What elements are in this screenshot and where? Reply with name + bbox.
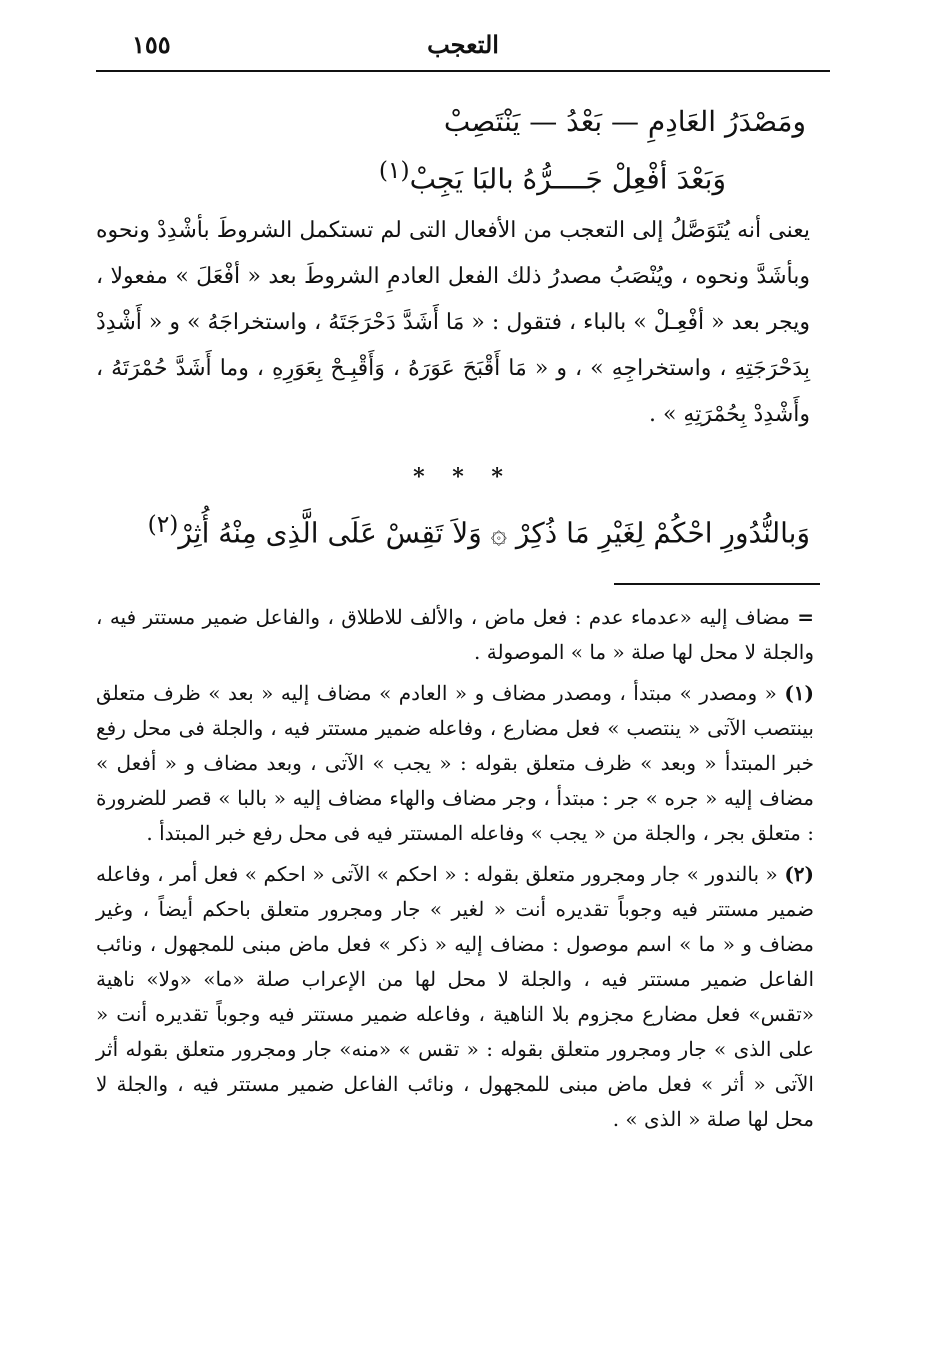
commentary-text: يعنى أنه يُتَوَصَّلُ إلى التعجب من الأفعال التى لم تستكمل الشروطَ بأشْدِدْ ونحوه وبأشَدَّ ونحوه ، ويُنْصَبُ مصدرُ ذلك الفعل العادمِ الشروطَ بعد « أفْعَلَ » مفعولا ، ويجر بعد « أفْعِـلْ » بالباء ، فتقول : « مَا أَشَدَّ دَحْرَجَتَهُ ، واستخراجَهُ » و « أَشْدِدْ بِدَحْرَجَتِهِ ، واستخراجِهِ » ، و « مَا أَقْبَحَ عَوَرَهُ ، وَأَقْبِـحْ بِعَوَرِهِ ، وما أَشَدَّ حُمْرَتَهُ ، وأَشْدِدْ بِحُمْرَتِهِ » . <box>96 218 810 427</box>
footnote-rule <box>614 583 820 585</box>
verse-line-1a: ومَصْدَرُ العَادِمِ — بَعْدُ — يَنْتَصِبْ <box>443 105 806 138</box>
footnote-2 <box>96 857 814 1137</box>
verse-line-2 <box>96 500 810 557</box>
footnote-mark: = <box>797 605 814 629</box>
page-number: ١٥٥ <box>132 30 171 59</box>
footnote-ref-2: (٢) <box>147 510 179 538</box>
footnotes <box>96 600 814 1143</box>
verse-line-2-text: وَبالنُّدُورِ احْكُمْ لِغَيْرِ مَا ذُكِرْ ۞ وَلاَ تَقِسْ عَلَى الَّذِى مِنْهُ أُثِرْ <box>178 516 810 550</box>
section-separator: * * * <box>413 464 513 490</box>
footnote-mark: (١) <box>784 681 815 705</box>
running-title: التعجب <box>427 30 499 59</box>
footnote-text: « بالندور » جار ومجرور متعلق بقوله : « احكم » الآتى « احكم » فعل أمر ، وفاعله ضمير مستتر فيه وجوباً تقديره أنت « لغير » جار ومجرور متعلق باحكم أيضاً ، وغير مضاف و « ما » اسم موصول : مضاف إليه « ذكر » فعل ماض مبنى للمجهول ، ونائب الفاعل ضمير مستتر فيه ، والجلة لا محل لها من الإعراب صلة «ما» «ولا» ناهية «تقس» فعل مضارع مجزوم بلا الناهية ، وفاعله ضمير مستتر فيه وجوباً تقديره أنت « على الذى » جار ومجرور متعلق بقوله : « تقس » «منه» جار ومجرور متعلق بقوله أثر الآتى « أثر » فعل ماض مبنى للمجهول ، ونائب الفاعل ضمير مستتر فيه ، والجلة لا محل لها صلة « الذى » . <box>96 862 814 1131</box>
footnote-text: « ومصدر » مبتدأ ، ومصدر مضاف و « العادم » مضاف إليه « بعد » ظرف متعلق بينتصب الآتى « ينتصب » فعل مضارع ، وفاعله ضمير مستتر فيه ، والجلة فى محل رفع خبر المبتدأ « وبعد » ظرف متعلق بقوله : « يجب » الآتى ، وبعد مضاف و « أفعل » مضاف إليه « جره » جر : مبتدأ ، وجر مضاف والهاء مضاف إليه « بالبا » قصر للضرورة : متعلق بجر ، والجلة من « يجب » وفاعله المستتر فيه فى محل رفع خبر المبتدأ . <box>96 681 814 845</box>
commentary-paragraph <box>96 208 810 438</box>
footnote-1 <box>96 676 814 851</box>
footnote-mark: (٢) <box>784 862 815 886</box>
verse-line-1b <box>140 148 726 201</box>
verse-line-1b-text: وَبَعْدَ أفْعِلْ جَــــرُّهُ بالبَا يَجِبْ <box>409 162 726 196</box>
footnote-ref-1: (١) <box>378 156 410 184</box>
footnote-continued <box>96 600 814 670</box>
footnote-text: مضاف إليه «عدماء عدم : فعل ماض ، والألف للاطلاق ، والفاعل ضمير مستتر فيه ، والجلة لا محل لها صلة « ما » الموصولة . <box>96 605 814 664</box>
page-header <box>96 22 830 68</box>
header-rule <box>96 70 830 72</box>
